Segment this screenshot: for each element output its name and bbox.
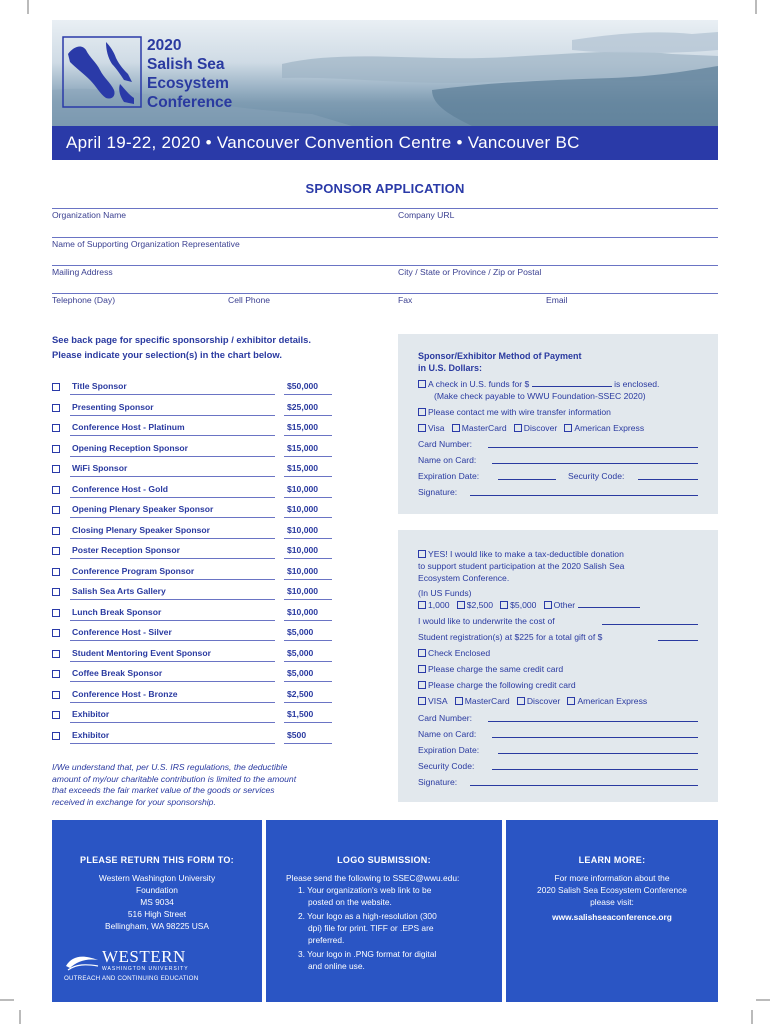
title-line-year: 2020 [147,37,182,54]
disclaimer-line-3: that exceeds the fair market value of the goods or services [52,785,275,796]
checkbox[interactable] [52,568,60,576]
same-card-text: Please charge the same credit card [428,664,564,674]
payment-heading-1: Sponsor/Exhibitor Method of Payment [418,351,582,361]
card-number-field[interactable] [488,447,698,448]
checkbox[interactable] [52,527,60,535]
sponsorship-price: $50,000 [287,381,319,391]
sponsorship-price: $10,000 [287,545,319,555]
dcard-visa: VISA [428,696,448,706]
checkbox[interactable] [52,445,60,453]
checkbox[interactable] [52,506,60,514]
sponsorship-row[interactable] [52,483,332,501]
learn-line-1: For more information about the [554,873,670,883]
dexpiration-field[interactable] [498,753,698,754]
check-amount-field[interactable] [532,379,612,387]
sponsorship-row[interactable] [52,442,332,460]
learn-url-link[interactable]: www.salishseaconference.org [552,912,672,922]
wwu-wordmark: WESTERN [102,947,186,966]
card-visa: Visa [428,423,445,433]
logo-item-2b: dpi) file for print. TIFF or .EPS are [308,923,434,933]
amount-2500: $2,500 [466,600,493,610]
sponsorship-row[interactable] [52,667,332,685]
sponsorship-row[interactable] [52,380,332,398]
checkbox[interactable] [544,601,552,609]
sponsorship-name: Opening Reception Sponsor [72,443,189,453]
cell-label: Cell Phone [228,295,271,305]
disclaimer-line-4: received in exchange for your sponsorship. [52,796,216,807]
sponsorship-price: $2,500 [287,689,314,699]
rep-name-label: Name of Supporting Organization Representative [52,239,240,249]
sponsorship-name: Lunch Break Sponsor [72,607,162,617]
sponsorship-price: $5,000 [287,648,314,658]
sponsorship-price: $15,000 [287,443,319,453]
return-line-5: Bellingham, WA 98225 USA [105,921,209,931]
return-line-1: Western Washington University [98,873,216,883]
check-option[interactable] [418,378,659,390]
dname-on-card-field[interactable] [492,737,698,738]
sponsorship-name: Conference Host - Silver [72,627,172,637]
card-type-row [418,422,644,434]
amount-1000: 1,000 [428,600,450,610]
checkbox[interactable] [418,697,426,705]
sponsorship-price: $500 [287,730,307,740]
checkbox[interactable] [452,424,460,432]
learn-heading: LEARN MORE: [578,855,646,865]
return-line-2: Foundation [136,885,178,895]
checkbox[interactable] [457,601,465,609]
disclaimer-line-2: amount of my/our charitable contribution is limited to the amount [52,773,297,784]
return-line-3: MS 9034 [140,897,174,907]
phone-label: Telephone (Day) [52,295,116,305]
wwu-sub: WASHINGTON UNIVERSITY [102,966,189,972]
checkbox[interactable] [52,547,60,555]
checkbox[interactable] [455,697,463,705]
checkbox[interactable] [418,649,426,657]
donation-card-types [418,695,647,707]
checkbox[interactable] [567,697,575,705]
checkbox[interactable] [52,404,60,412]
checkbox[interactable] [418,408,426,416]
sponsorship-row[interactable] [52,585,332,603]
sponsorship-price: $15,000 [287,463,319,473]
check-text-a: A check in U.S. funds for $ [428,379,530,389]
sponsorship-row[interactable] [52,647,332,665]
title-line-conference: Conference [147,94,233,111]
check-enclosed-option[interactable] [418,647,490,659]
instructions-line-1: See back page for specific sponsorship / exhibitor details. [52,334,311,345]
email-label: Email [546,295,568,305]
security-label: Security Code: [568,471,625,481]
sponsorship-row[interactable] [52,606,332,624]
checkbox[interactable] [52,711,60,719]
learn-text [506,872,718,908]
sponsorship-name: Poster Reception Sponsor [72,545,180,555]
sponsorship-name: Title Sponsor [72,381,127,391]
donation-line-3: Ecosystem Conference. [418,573,510,583]
dexpiration-label: Expiration Date: [418,745,480,755]
check-note: (Make check payable to WWU Foundation-SSEC 2020) [434,391,646,401]
sponsorship-price: $15,000 [287,422,319,432]
card-amex: American Express [574,423,645,433]
logo-item-3b: and online use. [308,961,365,971]
underwrite-label: I would like to underwrite the cost of [418,616,555,626]
return-heading: PLEASE RETURN THIS FORM TO: [80,855,234,865]
dsignature-label: Signature: [418,777,458,787]
checkbox[interactable] [52,691,60,699]
logo-item-2c: preferred. [308,935,345,945]
sponsorship-price: $10,000 [287,586,319,596]
expiration-label: Expiration Date: [418,471,480,481]
dcard-number-label: Card Number: [418,713,472,723]
other-amount-field[interactable] [578,600,640,608]
check-text-b: is enclosed. [614,379,660,389]
donation-in-us: (In US Funds) [418,588,472,598]
checkbox[interactable] [564,424,572,432]
card-discover: Discover [523,423,558,433]
sponsorship-row[interactable] [52,708,332,726]
card-mastercard: MasterCard [461,423,507,433]
sponsorship-row[interactable] [52,626,332,644]
sponsorship-row[interactable] [52,401,332,419]
sponsorship-row[interactable] [52,421,332,439]
form-heading: SPONSOR APPLICATION [305,181,465,196]
checkbox[interactable] [52,465,60,473]
dsecurity-label: Security Code: [418,761,475,771]
sponsorship-row[interactable] [52,565,332,583]
fax-label: Fax [398,295,413,305]
conference-title [147,36,297,112]
wwu-wave-icon [64,950,100,972]
following-card-option[interactable] [418,679,576,691]
checkbox[interactable] [52,629,60,637]
check-enclosed-text: Check Enclosed [428,648,491,658]
sponsorship-price: $10,000 [287,525,319,535]
logo-item-2a: 2. Your logo as a high-resolution (300 [298,911,437,921]
logo-heading: LOGO SUBMISSION: [337,855,431,865]
dname-on-card-label: Name on Card: [418,729,477,739]
checkbox[interactable] [52,670,60,678]
security-field[interactable] [638,479,698,480]
amount-5000: $5,000 [510,600,537,610]
donation-line-1: YES! I would like to make a tax-deductible donation [428,549,624,559]
checkbox[interactable] [418,601,426,609]
logo-intro: Please send the following to SSEC@wwu.edu: [286,873,460,883]
sponsorship-row[interactable] [52,462,332,480]
return-line-4: 516 High Street [127,909,187,919]
sponsorship-row[interactable] [52,524,332,542]
payment-heading-2: in U.S. Dollars: [418,363,483,373]
checkbox[interactable] [52,650,60,658]
sponsorship-price: $10,000 [287,504,319,514]
disclaimer-line-1: I/We understand that, per U.S. IRS regulations, the deductible [52,762,288,772]
org-name-label: Organization Name [52,210,127,220]
event-banner [52,126,718,160]
sponsorship-row[interactable] [52,729,332,747]
irs-disclaimer [52,762,382,808]
underwrite-field[interactable] [602,624,698,625]
amount-other: Other [553,600,576,610]
sponsorship-name: Conference Program Sponsor [72,566,195,576]
card-number-label: Card Number: [418,439,472,449]
instructions [52,332,392,362]
checkbox[interactable] [52,424,60,432]
sponsorship-name: Exhibitor [72,709,110,719]
expiration-field[interactable] [498,479,556,480]
sponsorship-price: $10,000 [287,484,319,494]
checkbox[interactable] [52,486,60,494]
heading-rule [52,208,718,209]
donation-amounts [418,599,640,611]
donation-line-2: to support student participation at the 2020 Salish Sea [418,561,625,571]
dcard-mastercard: MasterCard [464,696,510,706]
sponsorship-name: Presenting Sponsor [72,402,154,412]
sponsorship-price: $10,000 [287,566,319,576]
dcard-amex: American Express [577,696,648,706]
checkbox[interactable] [418,681,426,689]
sponsorship-name: Coffee Break Sponsor [72,668,163,678]
checkbox[interactable] [52,588,60,596]
checkbox[interactable] [500,601,508,609]
title-line-ecosystem: Ecosystem [147,75,229,92]
sponsorship-name: Conference Host - Platinum [72,422,185,432]
logo-item-3a: 3. Your logo in .PNG format for digital [298,949,437,959]
sponsorship-row[interactable] [52,503,332,521]
mailing-field[interactable] [52,293,718,294]
same-card-option[interactable] [418,663,563,675]
signature-field[interactable] [470,495,698,496]
company-url-label: Company URL [398,210,455,220]
checkbox[interactable] [418,665,426,673]
logo-item-1a: 1. Your organization's web link to be [298,885,432,895]
checkbox[interactable] [418,550,426,558]
following-card-text: Please charge the following credit card [428,680,576,690]
sponsorship-price: $25,000 [287,402,319,412]
org-name-field[interactable] [52,237,718,238]
logo-item-1b: posted on the website. [308,897,392,907]
sponsorship-price: $10,000 [287,607,319,617]
mailing-label: Mailing Address [52,267,113,277]
learn-line-3: please visit: [590,897,634,907]
sponsorship-price: $5,000 [287,668,314,678]
learn-line-2: 2020 Salish Sea Ecosystem Conference [537,885,687,895]
dsignature-field[interactable] [470,785,698,786]
sponsorship-name: Conference Host - Gold [72,484,168,494]
title-line-salish: Salish Sea [147,56,225,73]
sponsorship-row[interactable] [52,544,332,562]
name-on-card-field[interactable] [492,463,698,464]
student-gift-field[interactable] [658,640,698,641]
sponsorship-name: Opening Plenary Speaker Sponsor [72,504,214,514]
checkbox[interactable] [52,609,60,617]
sponsorship-name: Salish Sea Arts Gallery [72,586,166,596]
city-label: City / State or Province / Zip or Postal [398,267,542,277]
dcard-number-field[interactable] [488,721,698,722]
instructions-line-2: Please indicate your selection(s) in the chart below. [52,349,282,360]
sponsorship-name: Exhibitor [72,730,110,740]
dcard-discover: Discover [526,696,561,706]
rep-name-field[interactable] [52,265,718,266]
dsecurity-field[interactable] [492,769,698,770]
sponsorship-row[interactable] [52,688,332,706]
checkbox[interactable] [514,424,522,432]
sponsorship-price: $1,500 [287,709,314,719]
checkbox[interactable] [418,380,426,388]
wwu-outreach: OUTREACH AND CONTINUING EDUCATION [64,975,199,982]
checkbox[interactable] [517,697,525,705]
checkbox[interactable] [418,424,426,432]
event-line: April 19-22, 2020 • Vancouver Convention Centre • Vancouver BC [66,133,580,152]
signature-label: Signature: [418,487,458,497]
wire-text: Please contact me with wire transfer information [428,407,611,417]
return-address [52,872,262,932]
name-on-card-label: Name on Card: [418,455,477,465]
sponsorship-name: Student Mentoring Event Sponsor [72,648,211,658]
wire-option[interactable] [418,406,611,418]
student-reg-label: Student registration(s) at $225 for a total gift of $ [418,632,603,642]
salish-sea-map-logo-icon [62,36,142,108]
sponsorship-price: $5,000 [287,627,314,637]
sponsorship-name: Closing Plenary Speaker Sponsor [72,525,211,535]
checkbox[interactable] [52,732,60,740]
checkbox[interactable] [52,383,60,391]
sponsorship-name: WiFi Sponsor [72,463,128,473]
sponsorship-name: Conference Host - Bronze [72,689,178,699]
donation-yes[interactable] [418,548,624,560]
